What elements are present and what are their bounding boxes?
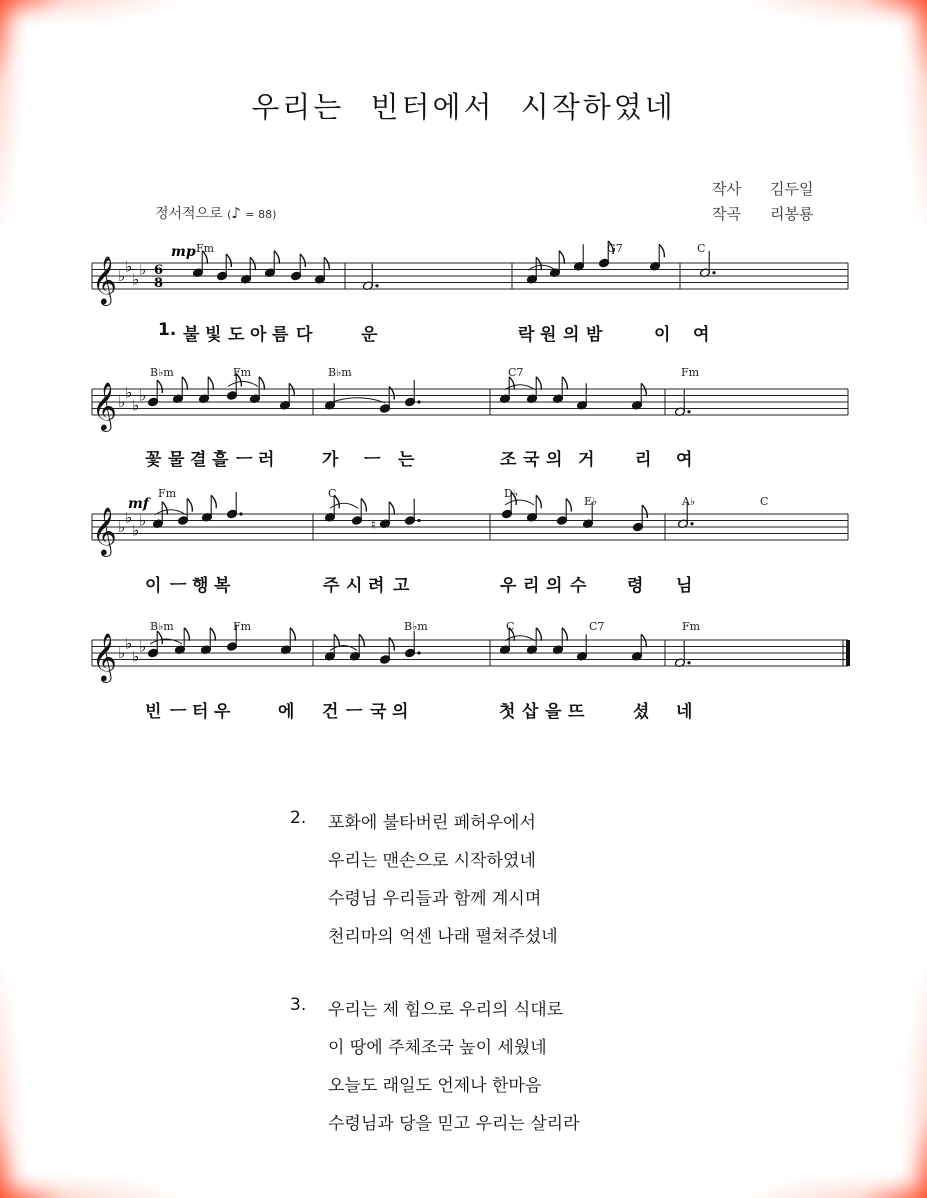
- lyric-syllable: 복: [214, 576, 231, 596]
- note-flag: [324, 257, 329, 270]
- lyric-syllable: 러: [258, 450, 275, 470]
- lyric-syllable: ㅡ: [346, 702, 363, 722]
- flat-icon: ♭: [139, 260, 147, 279]
- lyric-syllable: 고: [393, 576, 410, 596]
- note-flag: [250, 257, 255, 270]
- flat-icon: ♭: [125, 383, 133, 402]
- note-flag: [659, 244, 664, 257]
- chord-symbol: A♭: [682, 495, 696, 508]
- lyric-syllable: 결: [190, 450, 207, 470]
- verse-line: 천리마의 억센 나래 펼쳐주셨네: [328, 927, 558, 947]
- note-flag: [566, 499, 571, 512]
- final-barline-thick: [846, 640, 850, 666]
- dot: [687, 661, 690, 664]
- treble-clef-icon: 𝄞: [92, 381, 117, 430]
- tempo-open: (: [227, 208, 232, 221]
- verse-line: 포화에 불타버린 페허우에서: [328, 813, 536, 833]
- lyric-syllable: 아: [250, 325, 267, 345]
- chord-symbol: C: [328, 487, 337, 500]
- chord-symbol: D♭: [504, 487, 519, 500]
- lyric-syllable: 조: [500, 450, 517, 470]
- flat-icon: ♭: [132, 396, 140, 415]
- note-flag: [536, 257, 541, 270]
- chord-symbol: C7: [508, 366, 524, 379]
- lyric-syllable: 수: [570, 576, 587, 596]
- dot: [239, 512, 242, 515]
- dynamic-marking: mf: [128, 496, 149, 512]
- note-flag: [389, 638, 394, 651]
- lyric-syllable: 꽃: [145, 450, 162, 470]
- note-flag: [162, 502, 167, 515]
- chord-symbol: C: [506, 620, 515, 633]
- tempo-expression: 정서적으로: [155, 206, 223, 222]
- tempo-value: = 88: [245, 208, 273, 221]
- lyric-syllable: 의: [546, 576, 563, 596]
- note-flag: [334, 634, 339, 647]
- lyric-syllable: 려: [368, 576, 385, 596]
- note-flag: [361, 499, 366, 512]
- note-flag: [182, 377, 187, 390]
- verse-line: 수령님 우리들과 함께 계시며: [328, 889, 542, 909]
- lyric-syllable: 빈: [145, 702, 162, 722]
- chord-symbol: Fm: [196, 242, 215, 255]
- lyric-syllable: ㅡ: [170, 702, 187, 722]
- lyric-syllable: 이: [145, 576, 162, 596]
- lyric-syllable: 1.: [158, 320, 177, 340]
- lyric-syllable: 의: [546, 450, 563, 470]
- lyric-syllable: 국: [370, 702, 387, 722]
- lyric-syllable: 터: [192, 702, 209, 722]
- lyric-syllable: 흘: [212, 450, 229, 470]
- lyric-syllable: 원: [540, 325, 557, 345]
- lyric-syllable: 여: [693, 325, 710, 345]
- lyric-syllable: 네: [676, 702, 693, 722]
- flat-icon: ♭: [132, 647, 140, 666]
- flat-icon: ♭: [139, 386, 147, 405]
- lyricist-label: 작사: [712, 180, 741, 198]
- lyric-syllable: ㅡ: [236, 450, 253, 470]
- dot: [690, 522, 693, 525]
- note-flag: [536, 495, 541, 508]
- flat-icon: ♭: [125, 257, 133, 276]
- treble-clef-icon: 𝄞: [92, 506, 117, 555]
- lyric-syllable: 거: [578, 450, 595, 470]
- lyric-syllable: 에: [278, 702, 295, 722]
- note-flag: [187, 499, 192, 512]
- treble-clef-icon: 𝄞: [92, 632, 117, 681]
- dot: [417, 519, 420, 522]
- song-title: 우리는 빈터에서 시작하였네: [251, 90, 676, 124]
- chord-symbol: Fm: [158, 487, 177, 500]
- note-flag: [389, 502, 394, 515]
- chord-symbol: B♭m: [328, 366, 352, 379]
- note-flag: [157, 380, 162, 393]
- verse-line: 이 땅에 주체조국 높이 세웠네: [328, 1038, 547, 1058]
- lyric-syllable: 락: [518, 325, 535, 345]
- lyric-syllable: ㅡ: [170, 576, 187, 596]
- note-flag: [559, 251, 564, 264]
- flat-icon: ♭: [139, 511, 147, 530]
- note-flag: [536, 377, 541, 390]
- lyric-syllable: 첫: [499, 702, 516, 722]
- flat-icon: ♭: [132, 270, 140, 289]
- chord-symbol: C: [760, 495, 769, 508]
- flat-icon: ♭: [125, 634, 133, 653]
- verse-line: 우리는 맨손으로 시작하였네: [328, 851, 536, 871]
- dot: [417, 400, 420, 403]
- lyric-syllable: 리: [523, 576, 540, 596]
- note-flag: [642, 505, 647, 518]
- note-flag: [210, 628, 215, 641]
- lyric-syllable: 물: [168, 450, 185, 470]
- note-flag: [208, 377, 213, 390]
- chord-symbol: C: [697, 242, 706, 255]
- lyric-syllable: 셨: [633, 702, 650, 722]
- dot: [375, 284, 378, 287]
- note-flag: [641, 383, 646, 396]
- note-flag: [641, 634, 646, 647]
- treble-clef-icon: 𝄞: [92, 255, 117, 304]
- lyric-syllable: 뜨: [568, 702, 585, 722]
- chord-symbol: E♭: [584, 495, 598, 508]
- lyric-syllable: 불: [183, 325, 200, 345]
- lyric-syllable: 시: [346, 576, 363, 596]
- flat-icon: ♭: [118, 393, 126, 411]
- note-flag: [274, 251, 279, 264]
- lyric-syllable: 이: [654, 325, 671, 345]
- lyric-syllable: 운: [361, 325, 378, 345]
- slur: [228, 382, 258, 387]
- chord-symbol: Fm: [682, 620, 701, 633]
- dynamic-marking: mp: [171, 244, 196, 260]
- note-flag: [211, 495, 216, 508]
- lyric-syllable: ㅡ: [364, 450, 381, 470]
- verse-number: 3.: [290, 995, 307, 1015]
- lyric-syllable: 우: [500, 576, 517, 596]
- lyric-syllable: 다: [296, 325, 313, 345]
- eighth-note-icon: ♪: [231, 204, 241, 222]
- lyric-syllable: 삽: [522, 702, 539, 722]
- chord-symbol: Fm: [681, 366, 700, 379]
- note-flag: [226, 254, 231, 267]
- note-flag: [289, 383, 294, 396]
- lyric-syllable: 국: [523, 450, 540, 470]
- lyric-syllable: 님: [676, 576, 693, 596]
- time-signature-bottom: 8: [154, 276, 164, 291]
- lyric-syllable: 여: [676, 450, 693, 470]
- lyric-syllable: 빛: [205, 325, 222, 345]
- verse-line: 오늘도 래일도 언제나 한마음: [328, 1076, 542, 1096]
- flat-icon: ♭: [132, 521, 140, 540]
- lyric-syllable: 밤: [586, 325, 603, 345]
- lyric-syllable: 우: [214, 702, 231, 722]
- lyric-syllable: 리: [635, 450, 652, 470]
- chord-symbol: G7: [607, 242, 623, 255]
- verse-number: 2.: [290, 808, 307, 828]
- lyric-syllable: 령: [627, 576, 644, 596]
- lyric-syllable: 행: [192, 576, 209, 596]
- flat-icon: ♭: [118, 644, 126, 662]
- chord-symbol: Fm: [233, 620, 252, 633]
- note-flag: [359, 634, 364, 647]
- chord-symbol: Fm: [233, 366, 252, 379]
- verse-line: 우리는 제 힘으로 우리의 식대로: [328, 1000, 564, 1020]
- note-flag: [300, 254, 305, 267]
- lyric-syllable: 을: [545, 702, 562, 722]
- lyric-syllable: 도: [228, 325, 245, 345]
- dot: [417, 651, 420, 654]
- lyric-syllable: 의: [563, 325, 580, 345]
- natural-icon: ♮: [371, 517, 376, 533]
- note-flag: [389, 387, 394, 400]
- dot: [687, 410, 690, 413]
- dot: [712, 271, 715, 274]
- chord-symbol: C7: [589, 620, 605, 633]
- time-signature-top: 6: [154, 263, 164, 278]
- slur: [505, 500, 534, 505]
- composer-name: 리봉룡: [770, 205, 814, 223]
- flat-icon: ♭: [139, 637, 147, 656]
- tempo-close: ): [272, 208, 277, 221]
- flat-icon: ♭: [118, 267, 126, 285]
- flat-icon: ♭: [118, 518, 126, 536]
- lyric-syllable: 는: [398, 450, 415, 470]
- note-flag: [562, 628, 567, 641]
- flat-icon: ♭: [125, 508, 133, 527]
- chord-symbol: B♭m: [404, 620, 428, 633]
- note-flag: [184, 628, 189, 641]
- lyric-syllable: 의: [392, 702, 409, 722]
- composer-label: 작곡: [712, 205, 741, 223]
- note-flag: [290, 628, 295, 641]
- lyric-syllable: 건: [322, 702, 339, 722]
- note-flag: [536, 628, 541, 641]
- lyricist-name: 김두일: [770, 180, 814, 198]
- verse-line: 수령님과 당을 믿고 우리는 살리라: [328, 1114, 580, 1134]
- note-flag: [259, 377, 264, 390]
- chord-symbol: B♭m: [150, 366, 174, 379]
- lyric-syllable: 름: [272, 325, 289, 345]
- chord-symbol: B♭m: [150, 620, 174, 633]
- note-flag: [562, 377, 567, 390]
- lyric-syllable: 가: [322, 450, 339, 470]
- lyric-syllable: 주: [323, 576, 340, 596]
